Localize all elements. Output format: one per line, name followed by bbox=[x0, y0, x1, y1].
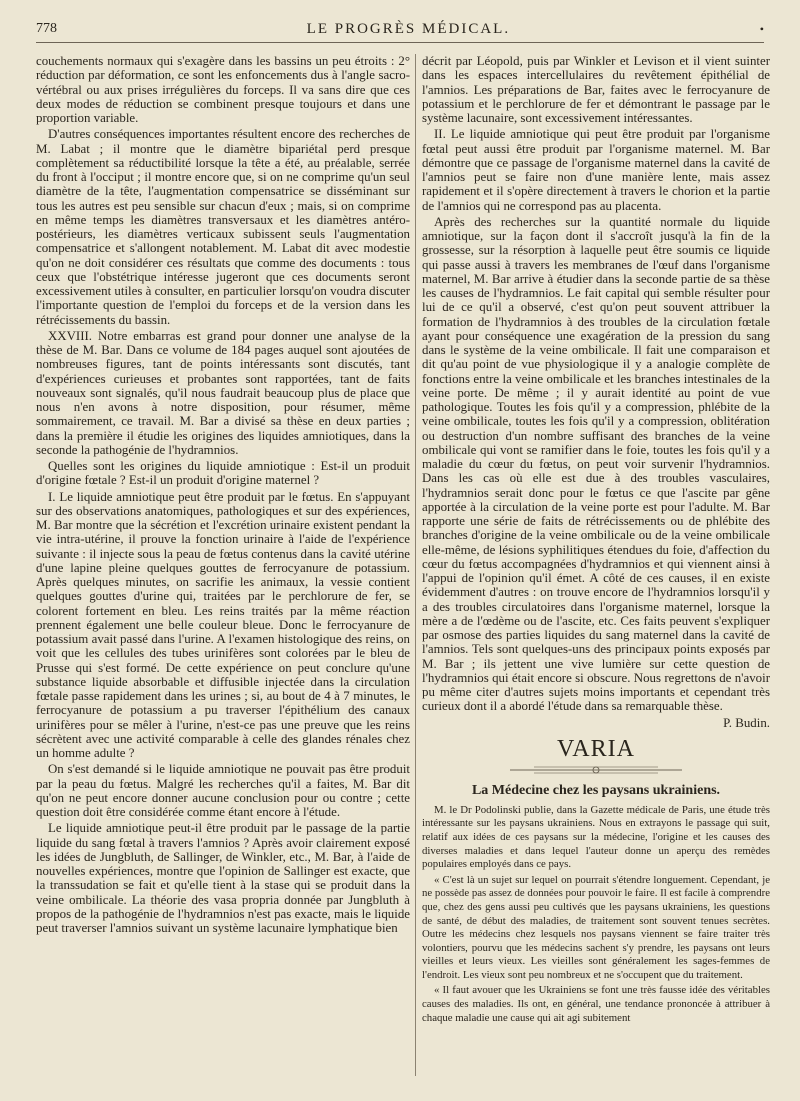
left-paragraph-3: XXVIII. Notre embarras est grand pour donner une analyse de la thèse de M. Bar. Dans ce volume de 184 pages auquel sont ajoutées de nombreuses figures, tant de points intéressants sont discutés, tant d'expériences curieuses et probantes sont rapportées, tant de faits nouveaux sont signalés, qu'il nous faudrait beaucoup plus de place que nous n'en avons à notre disposition, pour résumer, même sommairement, ce travail. M. Bar a divisé sa thèse en deux parties ; dans la première il étudie les origines des liquides amniotiques, dans la seconde la pathogénie de l'hydramnios. bbox=[36, 328, 410, 457]
varia-title: VARIA bbox=[557, 735, 635, 762]
header-mark: • bbox=[759, 21, 764, 36]
page-header bbox=[36, 16, 764, 43]
running-title: LE PROGRÈS MÉDICAL. bbox=[306, 20, 511, 37]
page-number: 778 bbox=[36, 21, 57, 36]
right-paragraph-1: décrit par Léopold, puis par Winkler et Levison et il vient suinter dans les espaces intercellulaires du revêtement épithélial de l'amnios. Les préparations de Bar, faites avec le ferrocyanure de potassium et le perchlorure de fer et démontrant le passage par le système lacunaire, sont excessivement intéressantes. bbox=[422, 54, 770, 125]
left-paragraph-7: Le liquide amniotique peut-il être produit par le passage de la partie liquide du sang fœtal à travers l'amnios ? Après avoir clairement exposé les idées de Jungbluth, de Sallinger, de Winkler, etc., M. Bar, à l'aide de nouvelles expériences, montre que l'opinion de Sallinger est exacte, que la transsudation se fait et qu'elle tient à la stase qui se produit dans la veine ombilicale. La théorie des vasa propria donnée par Jungbluth à propos de la pathogénie de l'hydramnios n'est pas exacte, mais le liquide peut traverser l'amnios suivant un système lacunaire lymphatique bien bbox=[36, 821, 410, 935]
article-signature: P. Budin. bbox=[723, 715, 770, 730]
right-column bbox=[422, 54, 770, 1083]
left-paragraph-2: D'autres conséquences importantes résultent encore des recherches de M. Labat ; il montre que le diamètre bipariétal perd presque complètement sa réductibilité lorsque la tête a été, au préalable, serrée du front à l'occiput ; il montre encore que, si on ne comprime qu'un seul diamètre de la tête, l'augmentation compensatrice se disséminant sur tous les autres est peu sensible sur chacun d'eux ; mais, si on comprime en même temps les diamètres transversaux et les diamètres antéro-postérieurs, les diamètres verticaux subissent seuls l'augmentation compensatrice et s'allongent notablement. M. Labat dit avec modestie qu'on ne doit considérer ces résultats que comme des documents : tous ceux que l'obstétrique intéresse jugeront que ces documents seront excessivement utiles à consulter, en particulier lorsqu'on voudra discuter l'importante question de l'emploi du forceps et de la version dans les rétrécissements du bassin. bbox=[36, 127, 410, 327]
ornamental-divider bbox=[506, 763, 686, 777]
right-paragraph-3: Après des recherches sur la quantité normale du liquide amniotique, sur la façon dont il s'accroît jusqu'à la fin de la grossesse, sur la résorption à laquelle peut être soumis ce liquide qui passe aussi à travers les membranes de l'œuf dans l'organisme maternel, M. Bar arrive à étudier dans la seconde partie de sa thèse les causes de l'hydramnios. Le fait capital qui semble résulter pour lui de ce qu'il a observé, c'est qu'on peut souvent attribuer la formation de l'hydramnios à des troubles de la circulation fœtale ayant pour conséquence une exagération de la pression du sang dans le système de la veine ombilicale. Il fait une comparaison et dit qu'au point de vue physiologique il y a analogie complète de fonctions entre la veine ombilicale et les branches intestinales de la veine porte. De même ; il y aurait identité au point de vue pathologique. Toutes les fois qu'il y a compression, phlébite de la veine ombilicale, toutes les fois qu'il y a compression, oblitération ou destruction d'un nombre suffisant des branches de la veine ombilicale qui vont se ramifier dans le foie, toutes les fois qu'il y a maladie du cœur du fœtus, on peut voir survenir l'hydramnios. Dans les cas où elle est due à des troubles vasculaires, l'hydramnios serait donc pour le fœtus ce que l'ascite par gêne apportée à la circulation de la veine porte est pour l'adulte. M. Bar rapporte une série de faits de rétrécissements ou de phlébite des branches d'origine de la veine ombilicale ou de la veine ombilicale elle-même, de lésions syphilitiques étendues du foie, d'affection du cœur du fœtus accompagnées d'hydramnios et qui viennent ainsi à l'appui de l'opinion qu'il émet. A côté de ces causes, il en existe évidemment d'autres : on trouve encore de l'hydramnios lorsqu'il y a des troubles circulatoires dans l'organisme maternel, lorsque la mère a de l'œdème ou de l'ascite, etc. Ces faits peuvent s'expliquer par osmose des parties liquides du sang maternel dans la cavité de l'amnios. Tels sont quelques-uns des principaux points exposés par M. Bar ; ils jettent une vive lumière sur cette question de l'hydramnios qui était encore si obscure. Nous regrettons de n'avoir pu même citer d'autres sujets moins importants et cependant très curieux dont il a abordé l'étude dans sa remarquable thèse. bbox=[422, 214, 770, 714]
left-paragraph-1: couchements normaux qui s'exagère dans les bassins un peu étroits : 2° réduction par déformation, ce sont les enfoncements dus à l'angle sacro-vértébral ou aux prises irrégulières du forceps. Il va sans dire que ces deux modes de réduction se combinent presque toujours et dans une proportion variable. bbox=[36, 54, 410, 125]
varia-section bbox=[422, 736, 770, 777]
left-paragraph-4: Quelles sont les origines du liquide amniotique : Est-il un produit d'origine fœtale ? Est-il un produit d'origine maternel ? bbox=[36, 459, 410, 488]
varia-paragraph-2: « C'est là un sujet sur lequel on pourrait s'étendre longuement. Cependant, je ne possède pas assez de données pour pouvoir le faire. Il est facile à comprendre que, chez des gens aussi peu cultivés que les paysans ukrainiens, les questions de santé, de début des maladies, de traitement sont souvent tenues secrètes. Outre les médecins chez lesquels nos paysans viennent se faire traiter très volontiers, pourvu que les médecins sachent s'y prendre, les paysans ont leurs vieilles et leurs vieux. Les vieilles sont généralement les sages-femmes de l'endroit. Les vieux sont peu nombreux et ne s'occupent que du traitement. bbox=[422, 873, 770, 981]
left-paragraph-5: I. Le liquide amniotique peut être produit par le fœtus. En s'appuyant sur des observations anatomiques, pathologiques et sur des expériences, M. Bar montre que la sécrétion et l'excrétion urinaire existent pendant la vie intra-utérine, il prouve la fonction urinaire à l'aide de l'expérience suivante : il injecte sous la peau de fœtus contenus dans la cavité utérine d'une lapine pleine quelques gouttes de ferrocyanure de potassium. Après quelques minutes, on sacrifie les animaux, la vessie contient quelques gouttes d'urine qui, traitées par le perchlorure de fer, se colorent fortement en bleu. Les reins traités par la même réaction prennent également une belle couleur bleue. Donc le ferrocyanure de potassium avait passé dans l'urine. A l'examen histologique des reins, on voit que les cellules des tubes urinifères sont colorées par le bleu de Prusse qui s'est formé. De cette expérience on peut conclure qu'une substance liquide absorbable et diffusible injectée dans la circulation fœtale passe rapidement dans les urines ; si, au bout de 4 à 7 minutes, le ferrocyanure de potassium a pu traverser l'épithélium des canaux urinifères pour se mêler à l'urine, n'est-ce pas une preuve que les reins sécrètent avec une activité comparable à celle des glandes rénales chez un homme adulte ? bbox=[36, 489, 410, 760]
varia-body bbox=[422, 804, 770, 1026]
varia-paragraph-1: M. le Dr Podolinski publie, dans la Gazette médicale de Paris, une étude très intéressante sur les paysans ukrainiens. Nous en extrayons le passage qui suit, relatif aux idées de ces paysans sur la médecine, l'origine et les causes des diverses maladies et dans lequel l'auteur donne un aperçu des remèdes populaires employés dans ce pays. bbox=[422, 803, 770, 871]
varia-paragraph-3: « Il faut avouer que les Ukrainiens se font une très fausse idée des véritables causes des maladies. Ils ont, en général, une tendance prononcée à attribuer à chaque maladie une cause qui ait agi subitement bbox=[422, 984, 770, 1024]
left-column bbox=[36, 54, 410, 1083]
varia-subtitle: La Médecine chez les paysans ukrainiens. bbox=[471, 782, 721, 798]
right-paragraph-2: II. Le liquide amniotique qui peut être produit par l'organisme fœtal peut aussi être produit par l'organisme maternel. M. Bar démontre que ce passage de l'organisme maternel dans la cavité de l'amnios peut se faire non d'une manière lente, mais assez rapidement et il s'opère directement à travers le chorion et la partie de l'amnios qui ne correspond pas au placenta. bbox=[422, 127, 770, 213]
column-divider bbox=[415, 54, 416, 1076]
left-paragraph-6: On s'est demandé si le liquide amniotique ne pouvait pas être produit par la peau du fœtus. Malgré les recherches qu'il a faites, M. Bar dit qu'on ne peut encore donner aucune conclusion pour ou contre ; cette question doit être considérée comme étant encore à l'étude. bbox=[36, 762, 410, 819]
